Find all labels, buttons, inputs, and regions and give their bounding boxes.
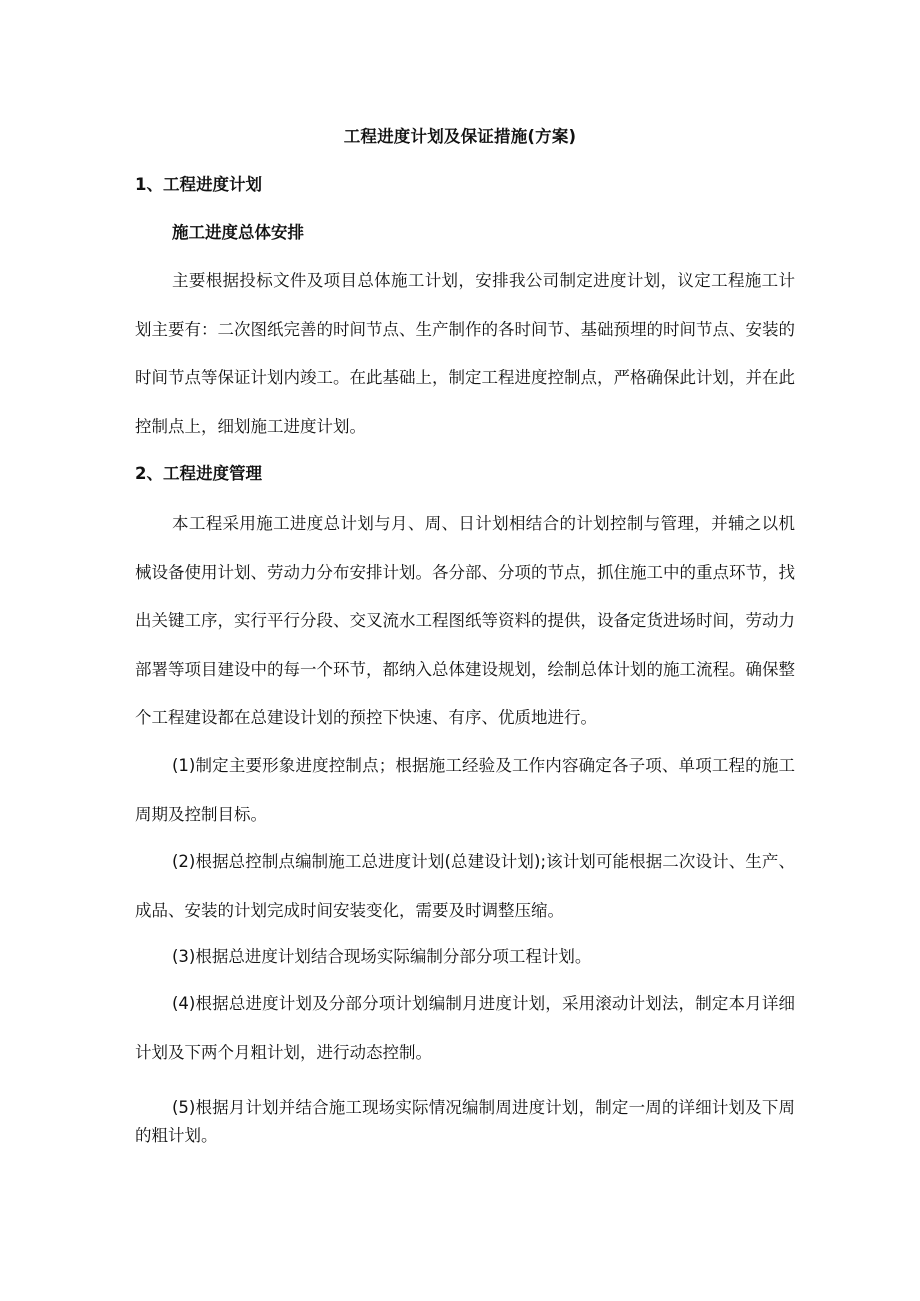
list-item-5: (5)根据月计划并结合施工现场实际情况编制周进度计划，制定一周的详细计划及下周的粗计划。 xyxy=(135,1098,795,1145)
document-title: 工程进度计划及保证措施(方案) xyxy=(343,127,577,146)
paragraph-progress-management: 本工程采用施工进度总计划与月、周、日计划相结合的计划控制与管理，并辅之以机械设备使用计划、劳动力分布安排计划。各分部、分项的节点，抓住施工中的重点环节，找出关键工序，实行平行分段、交叉流水工程图纸等资料的提供，设备定货进场时间，劳动力部署等项目建设中的每一个环节，都纳入总体建设规划，绘制总体计划的施工流程。确保整个工程建设都在总建设计划的预控下快速、有序、优质地进行。 xyxy=(135,514,795,727)
section-heading-progress-management: 2、工程进度管理 xyxy=(135,464,262,483)
list-item-2: (2)根据总控制点编制施工总进度计划(总建设计划);该计划可能根据二次设计、生产、成品、安装的计划完成时间安装变化，需要及时调整压缩。 xyxy=(135,852,795,920)
subheading-overall-arrangement: 施工进度总体安排 xyxy=(172,223,304,242)
list-item-3: (3)根据总进度计划结合现场实际编制分部分项工程计划。 xyxy=(172,947,592,966)
list-item-4: (4)根据总进度计划及分部分项计划编制月进度计划，采用滚动计划法，制定本月详细计划及下两个月粗计划，进行动态控制。 xyxy=(135,994,795,1062)
section-heading-progress-plan: 1、工程进度计划 xyxy=(135,175,262,194)
list-item-1: (1)制定主要形象进度控制点；根据施工经验及工作内容确定各子项、单项工程的施工周期及控制目标。 xyxy=(135,756,795,824)
paragraph-overall-arrangement: 主要根据投标文件及项目总体施工计划，安排我公司制定进度计划，议定工程施工计划主要有：二次图纸完善的时间节点、生产制作的各时间节、基础预埋的时间节点、安装的时间节点等保证计划内竣工。在此基础上，制定工程进度控制点，严格确保此计划，并在此控制点上，细划施工进度计划。 xyxy=(135,271,795,436)
